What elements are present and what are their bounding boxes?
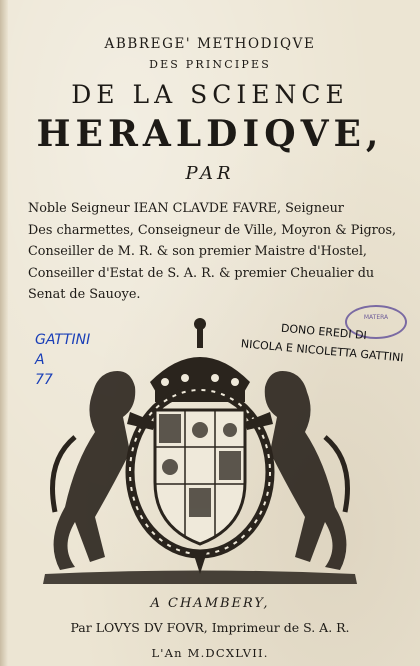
- author-line: Senat de Sauoye.: [28, 287, 141, 302]
- title-main: HERALDIQVE,: [36, 113, 384, 155]
- author-line: Noble Seigneur IEAN CLAVDE FAVRE, Seigneur: [28, 201, 344, 216]
- library-stamp-text: MATERA: [363, 314, 389, 321]
- title-by: PAR: [185, 163, 235, 184]
- author-line: Des charmettes, Conseigneur de Ville, Moyron & Pigros,: [28, 222, 397, 238]
- donation-line-2: NICOLA E NICOLETTA GATTINI: [240, 337, 405, 365]
- donation-line-1: DONO EREDI DI: [280, 321, 368, 343]
- coat-of-arms-woodcut: [35, 312, 365, 588]
- title-line-3: DE LA SCIENCE: [71, 80, 349, 109]
- imprint-printer: Par LOVYS DV FOVR, Imprimeur de S. A. R.: [70, 620, 350, 635]
- title-line-1: ABBREGE' METHODIQVE: [104, 36, 316, 52]
- shelfmark-collection: GATTINI: [35, 332, 91, 348]
- author-block: [28, 198, 398, 306]
- imprint-year: L'An M.DCXLVII.: [151, 646, 269, 660]
- shelfmark-number: 77: [35, 372, 53, 388]
- right-lion-supporter: [245, 371, 348, 570]
- title-line-2: DES PRINCIPES: [149, 58, 271, 71]
- author-line: Conseiller d'Estat de S. A. R. & premier Cheualier du: [28, 265, 375, 281]
- left-lion-supporter: [53, 371, 156, 570]
- author-line: Conseiller de M. R. & son premier Maistre d'Hostel,: [28, 244, 367, 259]
- shelfmark-letter: A: [35, 352, 45, 368]
- imprint-place: A CHAMBERY,: [150, 596, 270, 611]
